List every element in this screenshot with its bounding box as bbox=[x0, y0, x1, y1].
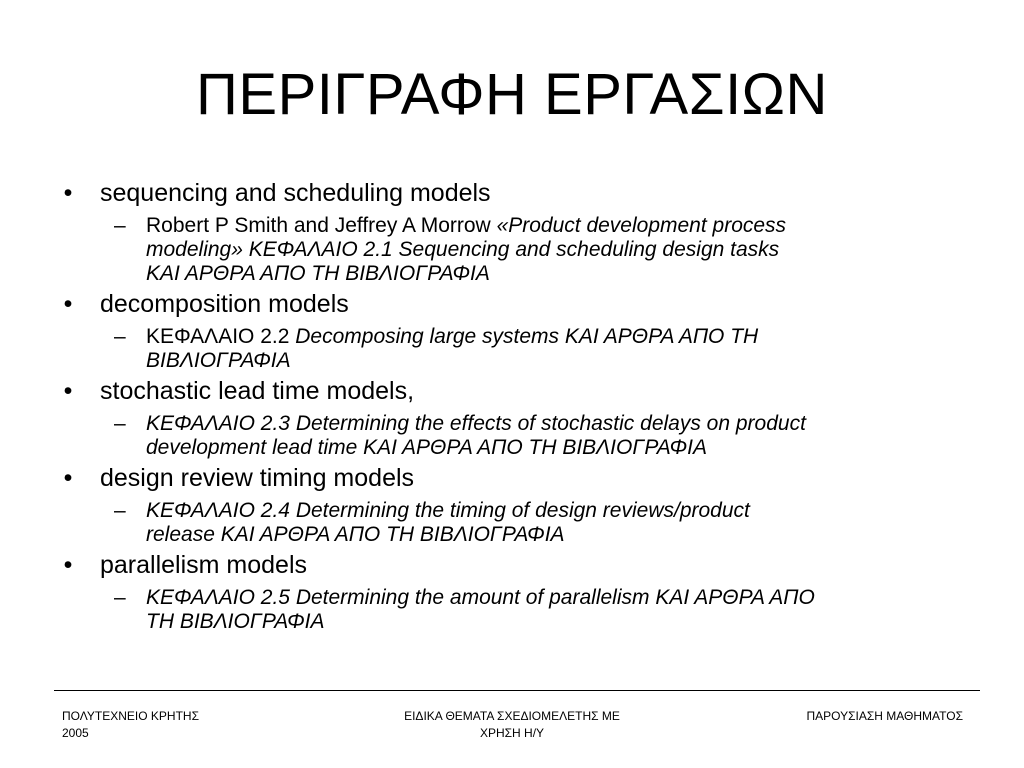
sub-line bbox=[146, 262, 988, 286]
sub-line bbox=[146, 238, 988, 262]
sub-marker: – bbox=[114, 214, 126, 237]
footer-year: 2005 bbox=[62, 726, 89, 740]
bullet-label: decomposition models bbox=[100, 290, 349, 318]
sub-text-italic: Decomposing large systems ΚΑΙ ΑΡΘΡΑ ΑΠΟ ΤΗ bbox=[295, 325, 759, 348]
sub-line bbox=[146, 610, 988, 634]
bullet-marker: • bbox=[63, 551, 73, 579]
sub-text-italic: ΒΙΒΛΙΟΓΡΑΦΙΑ bbox=[146, 349, 291, 372]
sub-item bbox=[58, 586, 988, 634]
sub-line bbox=[146, 325, 988, 349]
sub-text: Robert P Smith and Jeffrey A Morrow bbox=[146, 214, 497, 237]
sub-marker: – bbox=[114, 325, 126, 348]
sub-line bbox=[146, 349, 988, 373]
sub-line bbox=[146, 523, 988, 547]
bullet-item bbox=[58, 376, 988, 406]
bullet-marker: • bbox=[63, 179, 73, 207]
bullet-label: design review timing models bbox=[100, 464, 415, 492]
bullet-label: sequencing and scheduling models bbox=[100, 179, 491, 207]
bullet-marker: • bbox=[63, 464, 73, 492]
bullet-label: parallelism models bbox=[100, 551, 308, 579]
sub-text-italic: release ΚΑΙ ΑΡΘΡΑ ΑΠΟ ΤΗ ΒΙΒΛΙΟΓΡΑΦΙΑ bbox=[146, 523, 565, 546]
bullet-item bbox=[58, 550, 988, 580]
sub-text-italic: ΚΕΦΑΛΑΙΟ 2.3 Determining the effects of stochastic delays on product bbox=[146, 412, 806, 435]
sub-item bbox=[58, 214, 988, 286]
sub-line bbox=[146, 499, 988, 523]
sub-item bbox=[58, 412, 988, 460]
footer-center bbox=[372, 708, 652, 742]
sub-line bbox=[146, 214, 988, 238]
sub-text-italic: ΚΕΦΑΛΑΙΟ 2.4 Determining the timing of design reviews/product bbox=[146, 499, 750, 522]
sub-marker: – bbox=[114, 586, 126, 609]
sub-marker: – bbox=[114, 412, 126, 435]
bullet-item bbox=[58, 289, 988, 319]
sub-marker: – bbox=[114, 499, 126, 522]
bullet-marker: • bbox=[63, 290, 73, 318]
bullet-item bbox=[58, 463, 988, 493]
sub-line bbox=[146, 436, 988, 460]
sub-text-italic: «Product development process bbox=[496, 214, 787, 237]
bullet-label: stochastic lead time models, bbox=[100, 377, 415, 405]
sub-text-italic: ΤΗ ΒΙΒΛΙΟΓΡΑΦΙΑ bbox=[146, 610, 325, 633]
sub-text: ΚΕΦΑΛΑΙΟ 2.2 bbox=[146, 325, 296, 348]
sub-item bbox=[58, 499, 988, 547]
sub-line bbox=[146, 412, 988, 436]
footer-left bbox=[62, 708, 262, 742]
bullet-list bbox=[58, 178, 988, 637]
sub-text-italic: ΚΑΙ ΑΡΘΡΑ ΑΠΟ ΤΗ ΒΙΒΛΙΟΓΡΑΦΙΑ bbox=[146, 262, 490, 285]
bullet-marker: • bbox=[63, 377, 73, 405]
footer-divider bbox=[54, 690, 980, 691]
footer-course-line2: ΧΡΗΣΗ Η/Υ bbox=[479, 726, 545, 740]
sub-line bbox=[146, 586, 988, 610]
sub-text-italic: modeling» ΚΕΦΑΛΑΙΟ 2.1 Sequencing and scheduling design tasks bbox=[146, 238, 780, 261]
sub-text-italic: development lead time ΚΑΙ ΑΡΘΡΑ ΑΠΟ ΤΗ ΒΙΒΛΙΟΓΡΑΦΙΑ bbox=[146, 436, 707, 459]
sub-text-italic: ΚΕΦΑΛΑΙΟ 2.5 Determining the amount of parallelism ΚΑΙ ΑΡΘΡΑ ΑΠΟ bbox=[146, 586, 815, 609]
footer-right: ΠΑΡΟΥΣΙΑΣΗ ΜΑΘΗΜΑΤΟΣ bbox=[806, 709, 963, 723]
footer-institution: ΠΟΛΥΤΕΧΝΕΙΟ ΚΡΗΤΗΣ bbox=[62, 709, 200, 723]
footer-course-line1: ΕΙΔΙΚΑ ΘΕΜΑΤΑ ΣΧΕΔΙΟΜΕΛΕΤΗΣ ΜΕ bbox=[404, 709, 620, 723]
bullet-item bbox=[58, 178, 988, 208]
sub-item bbox=[58, 325, 988, 373]
slide-title: ΠΕΡΙΓΡΑΦΗ ΕΡΓΑΣΙΩΝ bbox=[196, 62, 828, 127]
